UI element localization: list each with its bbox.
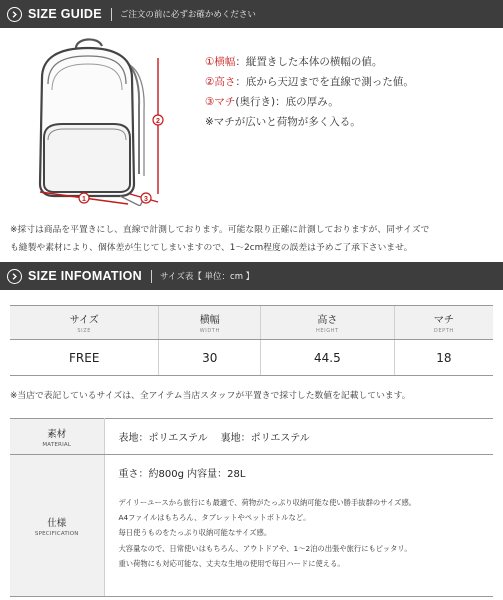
header-width: 横幅 WIDTH	[159, 306, 261, 340]
measurement-note-line: も縫製や素材により、個体差が生じてしまいますので、1〜2cm程度の誤差は予めご了承下さいませ。	[10, 243, 413, 253]
spec-table	[10, 418, 493, 597]
size-guide-subtitle: ご注文の前に必ずお確かめください	[119, 10, 256, 20]
size-info-header	[0, 262, 503, 290]
cell-size: FREE	[10, 340, 159, 376]
backpack-diagram	[18, 34, 178, 206]
description-line: A4ファイルはもちろん、タブレットやペットボトルなど。	[118, 513, 311, 523]
legend-number: ②	[205, 76, 215, 88]
chevron-right-icon	[7, 7, 22, 22]
divider	[151, 270, 152, 283]
header-height: 高さ HEIGHT	[261, 306, 395, 340]
specification-row	[10, 455, 493, 597]
legend-height	[205, 72, 414, 92]
measurement-legend	[205, 52, 414, 132]
specification-value	[104, 455, 493, 597]
legend-number: ③	[205, 96, 215, 108]
description-line: 大容量なので、日常使いはもちろん、アウトドアや、1〜2泊の出張や旅行にもピッタリ。	[118, 543, 412, 553]
cell-depth: 18	[394, 340, 493, 376]
measurement-note	[10, 221, 500, 257]
size-guide-title: SIZE GUIDE	[28, 7, 102, 21]
size-table	[10, 305, 493, 376]
header-size: サイズ SIZE	[10, 306, 159, 340]
legend-text: ：縦置きした本体の横幅の値。	[235, 56, 383, 68]
description-line: 重い荷物にも対応可能な、丈夫な生地の使用で毎日ハードに使える。	[118, 558, 345, 568]
size-info-subtitle: サイズ表【 単位：cm 】	[160, 272, 255, 282]
legend-term: 横幅	[214, 56, 236, 68]
legend-depth	[205, 92, 414, 112]
cell-height: 44.5	[261, 340, 395, 376]
size-guide-header	[0, 0, 503, 28]
size-note: ※当店で表記しているサイズは、全アイテム当店スタッフが平置きで採寸した数値を記載しています。	[10, 391, 411, 401]
material-row	[10, 419, 493, 455]
specification-description	[119, 495, 494, 571]
material-lining: 裏地：ポリエステル	[220, 433, 310, 444]
material-value	[104, 419, 493, 455]
measurement-note-line: ※採寸は商品を平置きにし、直線で計測しております。可能な限り正確に計測しておりますが、同サイズで	[10, 225, 430, 235]
chevron-right-icon	[7, 269, 22, 284]
weight-capacity: 重さ：約800g 内容量：28L	[118, 469, 246, 480]
marker-2-label: 2	[156, 118, 160, 125]
legend-text: (奥行き)：底の厚み。	[235, 96, 339, 108]
legend-width	[205, 52, 414, 72]
material-outer: 表地：ポリエステル	[118, 433, 208, 444]
divider	[111, 8, 112, 21]
material-label: 素材 MATERIAL	[10, 419, 104, 455]
marker-1-label: 1	[82, 196, 86, 203]
marker-3-label: 3	[144, 196, 148, 203]
description-line: 毎日使うものをたっぷり収納可能なサイズ感。	[118, 528, 272, 538]
legend-text: ：底から天辺までを直線で測った値。	[235, 76, 414, 88]
legend-number: ①	[205, 56, 215, 68]
legend-term: 高さ	[214, 76, 236, 88]
description-line: デイリーユースから旅行にも最適で、荷物がたっぷり収納可能な使い勝手抜群のサイズ感。	[118, 498, 417, 507]
size-table-row	[10, 340, 493, 376]
cell-width: 30	[159, 340, 261, 376]
size-table-header-row	[10, 306, 493, 340]
size-info-title: SIZE INFOMATION	[28, 269, 142, 283]
legend-term: マチ	[214, 96, 236, 108]
legend-note: ※マチが広いと荷物が多く入る。	[205, 116, 361, 128]
specification-label: 仕様 SPECIFICATION	[10, 455, 104, 597]
header-depth: マチ DEPTH	[394, 306, 493, 340]
